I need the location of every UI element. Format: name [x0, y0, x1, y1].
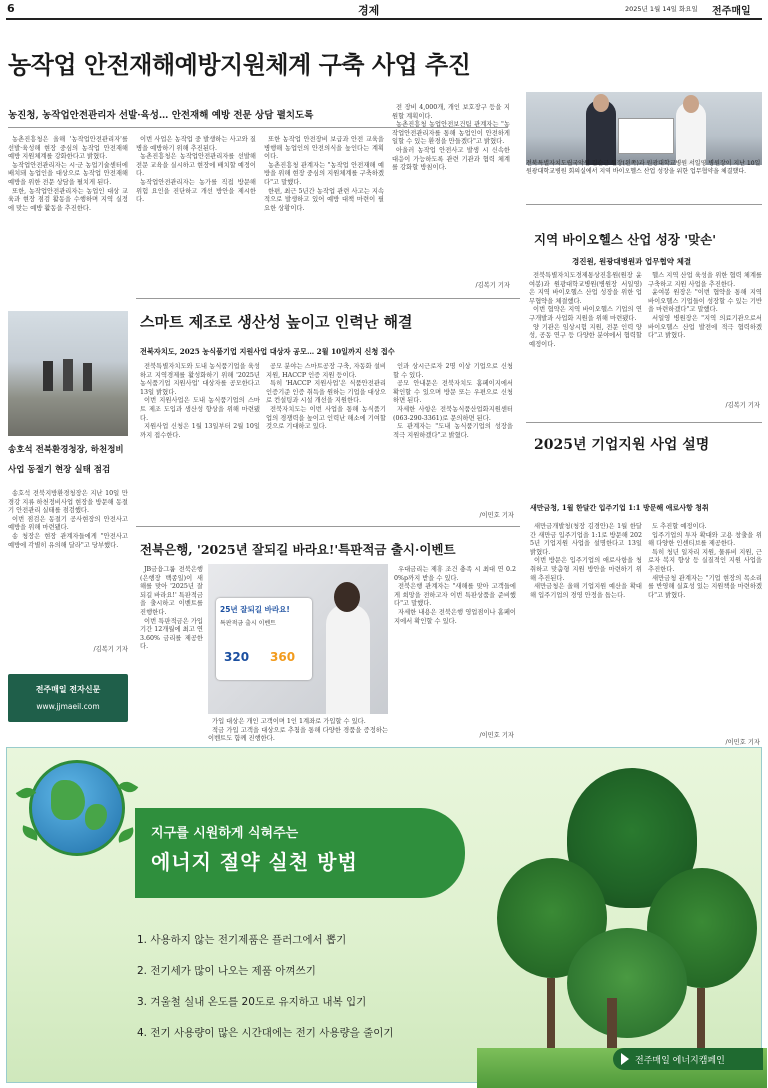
- site-figure: [43, 361, 53, 391]
- headline-bio: 지역 바이오헬스 산업 성장 '맞손': [534, 232, 717, 247]
- paragraph: 지원사업 신청은 1월 13일부터 2월 10일까지 접수한다.: [140, 423, 260, 439]
- byline: /김복기 기자: [475, 282, 510, 289]
- paragraph: 도 추진할 예정이다.: [652, 523, 707, 530]
- e-paper-box: [8, 674, 128, 722]
- play-icon: [621, 1053, 629, 1065]
- paragraph: 농촌진흥청 관계자는 "농작업 안전재해 예방을 위해 현장 중심의 지원체계를 구축하겠다"고 말했다.: [264, 161, 384, 186]
- paragraph: 이번 협약은 지역 바이오헬스 기업의 연구개발과 사업화 지원을 위해 마련됐다.: [529, 306, 642, 322]
- ad-card: [216, 598, 312, 680]
- e-paper-url[interactable]: www.jjmaeil.com: [36, 702, 100, 711]
- ad-subtitle: 지구를 시원하게 식혀주는: [151, 826, 299, 841]
- byline: /이민호 기자: [725, 739, 760, 746]
- paragraph: 송 청장은 현장 관계자들에게 "안전사고 예방에 각별히 유의해 달라"고 당부했다.: [8, 532, 128, 549]
- biz-col2: [648, 523, 762, 733]
- person-left-head: [593, 94, 609, 112]
- ad-title: 에너지 절약 실천 방법: [151, 850, 358, 874]
- header-rule: [6, 18, 762, 20]
- smart-col1: [140, 363, 260, 511]
- paragraph: 새만금개발청(청장 김경안)은 1월 한달간 새만금 입주기업을 1:1로 방문해 2025년 기업지원 사업을 설명한다고 13일 밝혔다.: [530, 523, 642, 556]
- byline: /이민호 기자: [479, 512, 514, 519]
- river-caption-body: [8, 490, 128, 618]
- biz-top-rule: [526, 422, 762, 423]
- paragraph: 인과 상시근로자 2명 이상 기업으로 신청할 수 있다.: [393, 363, 513, 379]
- e-paper-title: 전주매일 전자신문: [35, 685, 101, 694]
- paragraph: 전북은행 관계자는 "새해를 맞아 고객들에게 희망을 전하고자 이번 특판상품을 준비했다"고 말했다.: [394, 583, 516, 608]
- subhead-farm-safety: 농진청, 농작업안전관리자 선발·육성… 안전재해 예방 전문 상담 펼치도록: [8, 110, 314, 121]
- river-caption-title: 송호석 전북환경청장, 하천정비 사업 동절기 현장 실태 점검: [8, 445, 124, 475]
- model-figure: [326, 604, 370, 714]
- bio-col2: [648, 272, 762, 400]
- ad-line2: 특판적금 출시 이벤트: [220, 620, 276, 627]
- mou-caption: 전북특별자치도립국악원 김순근 원장(왼쪽)과 원광대학교병원 서일영 병원장이 지난 10일 원광대학교병원 회의실에서 지역 바이오헬스 산업 성장을 위한 업무협약을 체결했다.: [526, 160, 761, 175]
- paragraph: 한편, 최근 5년간 농작업 관련 사고는 지속적으로 발생하고 있어 예방 대책 마련이 필요한 상황이다.: [264, 187, 384, 212]
- paragraph: 송호석 전북지방환경청장은 지난 10일 만경강 지류 하천정비사업 현장을 방문해 동절기 안전관리 실태를 점검했다.: [8, 490, 128, 515]
- subhead-2025: 새만금청, 1월 한달간 입주기업 1:1 방문해 애로사항 청취: [530, 503, 709, 512]
- agreement-board: [618, 118, 674, 154]
- smart-col3: [393, 363, 513, 509]
- paragraph: 양 기관은 임상시험 지원, 전문 인력 양성, 공동 연구 등 다양한 분야에서 협력할 예정이다.: [529, 323, 642, 348]
- paragraph: 자세한 사항은 전북농식품산업화지원센터(063-290-3361)로 문의하면 된다.: [393, 405, 513, 422]
- bank-top-rule: [136, 526, 520, 527]
- farm-safety-col1: [8, 136, 128, 274]
- continent-shape: [51, 780, 85, 820]
- paragraph: 농촌진흥청은 농작업안전관리자를 선발해 전문 교육을 실시하고 현장에 배치할 예정이다.: [136, 153, 256, 178]
- paragraph: 이번 지원사업은 도내 농식품기업의 스마트 제조 도입과 생산성 향상을 위해 마련됐다.: [140, 397, 260, 422]
- headline-2025: 2025년 기업지원 사업 설명: [534, 437, 710, 453]
- paragraph: 적금 가입 고객을 대상으로 추첨을 통해 다양한 경품을 증정하는 이벤트도 함께 진행한다.: [208, 726, 388, 743]
- bank-col1: [140, 566, 203, 734]
- tip-item: 2. 전기세가 많이 나오는 제품 아껴쓰기: [137, 965, 316, 977]
- paragraph: 가입 대상은 개인 고객이며 1인 1계좌로 가입할 수 있다.: [212, 718, 366, 725]
- site-figure: [83, 363, 92, 391]
- bank-col2: [208, 718, 388, 743]
- tip-list: [137, 932, 477, 1056]
- bio-top-rule: [526, 204, 762, 205]
- subhead-bio: 경진원, 원광대병원과 업무협약 체결: [572, 257, 692, 266]
- bank-ad-photo: [208, 564, 388, 714]
- farm-safety-col2: [136, 136, 256, 274]
- river-site-photo: [8, 311, 128, 436]
- ad-line1: 25년 잘되길 바라요!: [220, 605, 290, 614]
- paragraph: 아울러 농작업 안전사고 발생 시 신속한 대응이 가능하도록 관련 기관과 협력 체계를 강화할 방침이다.: [392, 146, 510, 172]
- tip-item: 4. 전기 사용량이 많은 시간대에는 전기 사용량을 줄이기: [137, 1027, 394, 1039]
- headline-bank: 전북은행, '2025년 잘되길 바라요!'특판적금 출시·이벤트: [140, 542, 456, 557]
- paragraph: 이번 사업은 농작업 중 발생하는 사고와 질병을 예방하기 위해 추진된다.: [136, 136, 256, 152]
- paragraph: 도 관계자는 "도내 농식품기업의 성장을 적극 지원하겠다"고 밝혔다.: [393, 423, 513, 439]
- campaign-footer-label: 전주매일 에너지캠페인: [635, 1056, 725, 1066]
- paragraph: 공모 분야는 스마트공장 구축, 자동화 설비 지원, HACCP 인증 지원 등이다.: [266, 363, 386, 379]
- paragraph: 또한 농작업 안전장비 보급과 안전 교육을 병행해 농업인의 안전의식을 높인다는 계획이다.: [264, 136, 384, 161]
- headline-farm-safety: 농작업 안전재해예방지원체계 구축 사업 추진: [8, 51, 471, 79]
- paragraph: 헬스 지역 산업 육성을 위한 협력 체계를 구축하고 지원 사업을 추진한다.: [648, 272, 762, 288]
- paragraph: 특히 'HACCP 지원사업'은 식품안전관리인증기준 인증 취득을 원하는 기업을 대상으로 컨설팅과 시설 개선을 지원한다.: [266, 380, 386, 405]
- byline: /김복기 기자: [93, 646, 128, 653]
- byline: /이민호 기자: [479, 732, 514, 739]
- tip-item: 1. 사용하지 않는 전기제품은 플러그에서 뽑기: [137, 934, 347, 946]
- paragraph: 전북특별자치도와 도내 농식품기업을 육성하고 지역경제를 활성화하기 위해 '2025년 농식품기업 지원사업' 대상자를 공모한다고 13일 밝혔다.: [140, 363, 260, 396]
- smart-col2: [266, 363, 386, 511]
- paragraph: 자세한 내용은 전북은행 영업점이나 홈페이지에서 확인할 수 있다.: [394, 608, 516, 625]
- paragraph: 농작업안전관리자는 시·군 농업기술센터에 배치돼 농업인을 대상으로 농작업 안전재해 예방을 위한 전문 상담을 펼치게 된다.: [8, 161, 128, 186]
- paragraph: 이번 방문은 입주기업의 애로사항을 청취하고 맞춤형 지원 방안을 마련하기 위해 추진된다.: [530, 557, 642, 582]
- paragraph: 전북자치도는 이번 사업을 통해 농식품기업의 경쟁력을 높이고 인력난 해소에 기여할 것으로 기대하고 있다.: [266, 405, 386, 431]
- bio-col1: [529, 272, 642, 402]
- campaign-footer: [613, 1048, 763, 1070]
- paragraph: 특히 청년 일자리 지원, 물류비 지원, 근로자 복지 향상 등 실질적인 지원 사업을 추진한다.: [648, 548, 762, 573]
- smart-top-rule: [136, 298, 520, 299]
- paragraph: 새만금청은 올해 기업지원 예산을 확대해 입주기업의 경영 안정을 돕는다.: [530, 583, 642, 599]
- paper-name: 전주매일: [712, 6, 751, 17]
- page-number: 6: [7, 2, 15, 15]
- paragraph: 농작업안전관리자는 농가를 직접 방문해 위험 요인을 진단하고 개선 방안을 제시한다.: [136, 178, 256, 204]
- paragraph: 이번 특판적금은 가입 기간 12개월에 최고 연 3.60% 금리를 제공한다.: [140, 617, 203, 651]
- paragraph: 서일영 병원장은 "지역 의료기관으로서 바이오헬스 산업 발전에 적극 협력하겠다"고 밝혔다.: [648, 314, 762, 340]
- issue-date: 2025년 1월 14일 화요일: [625, 5, 698, 13]
- byline: /김복기 기자: [725, 402, 760, 409]
- paragraph: 농촌진흥청 농업안전보건팀 관계자는 "농작업안전관리자를 통해 농업인이 안전하게 일할 수 있는 환경을 만들겠다"고 밝혔다.: [392, 121, 510, 146]
- biz-col1: [530, 523, 642, 737]
- paragraph: 농촌진흥청은 올해 '농작업안전관리자'를 선발·육성해 현장 중심의 농작업 안전재해 예방 지원체계를 강화한다고 밝혔다.: [8, 136, 128, 161]
- paragraph: 공모 안내문은 전북자치도 홈페이지에서 확인할 수 있으며 방문 또는 우편으로 신청하면 된다.: [393, 380, 513, 405]
- page-header: [0, 0, 768, 17]
- model-head: [334, 582, 360, 612]
- tree-trunk: [547, 978, 555, 1058]
- paragraph: JB금융그룹 전북은행(은행장 백종일)이 새해를 맞아 '2025년 잘되길 바라요!' 특판적금을 출시하고 이벤트를 진행한다.: [140, 566, 204, 616]
- paragraph: 이번 점검은 동절기 공사현장의 안전사고 예방을 위해 마련됐다.: [8, 515, 128, 532]
- paragraph: 전 장비 4,000개, 개인 보호장구 등을 지원할 계획이다.: [392, 104, 510, 120]
- tip-item: 3. 겨울철 실내 온도를 20도로 유지하고 내복 입기: [137, 996, 367, 1008]
- paragraph: 새만금청 관계자는 "기업 현장의 목소리를 반영해 실효성 있는 지원책을 마련하겠다"고 밝혔다.: [648, 574, 762, 599]
- ad-rate2: 360: [270, 650, 296, 664]
- paragraph: 전북특별자치도경제통상진흥원(원장 윤여봉)과 원광대학교병원(병원장 서일영)은 지역 바이오헬스 산업 성장을 위한 업무협약을 체결했다.: [529, 272, 642, 305]
- section-name: 경제: [358, 4, 380, 17]
- subhead-smart: 전북자치도, 2025 농식품기업 지원사업 대상자 공모… 2월 10일까지 신청 접수: [140, 347, 395, 356]
- mou-photo: [526, 92, 762, 165]
- farm-safety-col4: [392, 104, 510, 262]
- farm-safety-col3: [264, 136, 384, 274]
- paragraph: 윤여봉 원장은 "이번 협약을 통해 지역 바이오헬스 기업들이 성장할 수 있는 기반을 마련하겠다"고 말했다.: [648, 289, 762, 314]
- person-right-head: [683, 95, 699, 113]
- tree-icon: [567, 928, 687, 1038]
- site-figure: [63, 359, 73, 391]
- bank-col3: [394, 566, 516, 726]
- paragraph: 또한, 농작업안전관리자는 농업인 대상 교육과 현장 점검 활동을 수행하며 지역 실정에 맞는 예방 활동을 추진한다.: [8, 187, 128, 212]
- paragraph: 우대금리는 제휴 조건 충족 시 최대 연 0.20%p까지 받을 수 있다.: [394, 566, 516, 582]
- paragraph: 입주기업의 투자 확대와 고용 창출을 위해 다양한 인센티브를 제공한다.: [648, 531, 762, 548]
- energy-campaign-ad: [6, 747, 762, 1083]
- headline-smart: 스마트 제조로 생산성 높이고 인력난 해결: [140, 313, 413, 331]
- ad-rate1: 320: [224, 650, 250, 664]
